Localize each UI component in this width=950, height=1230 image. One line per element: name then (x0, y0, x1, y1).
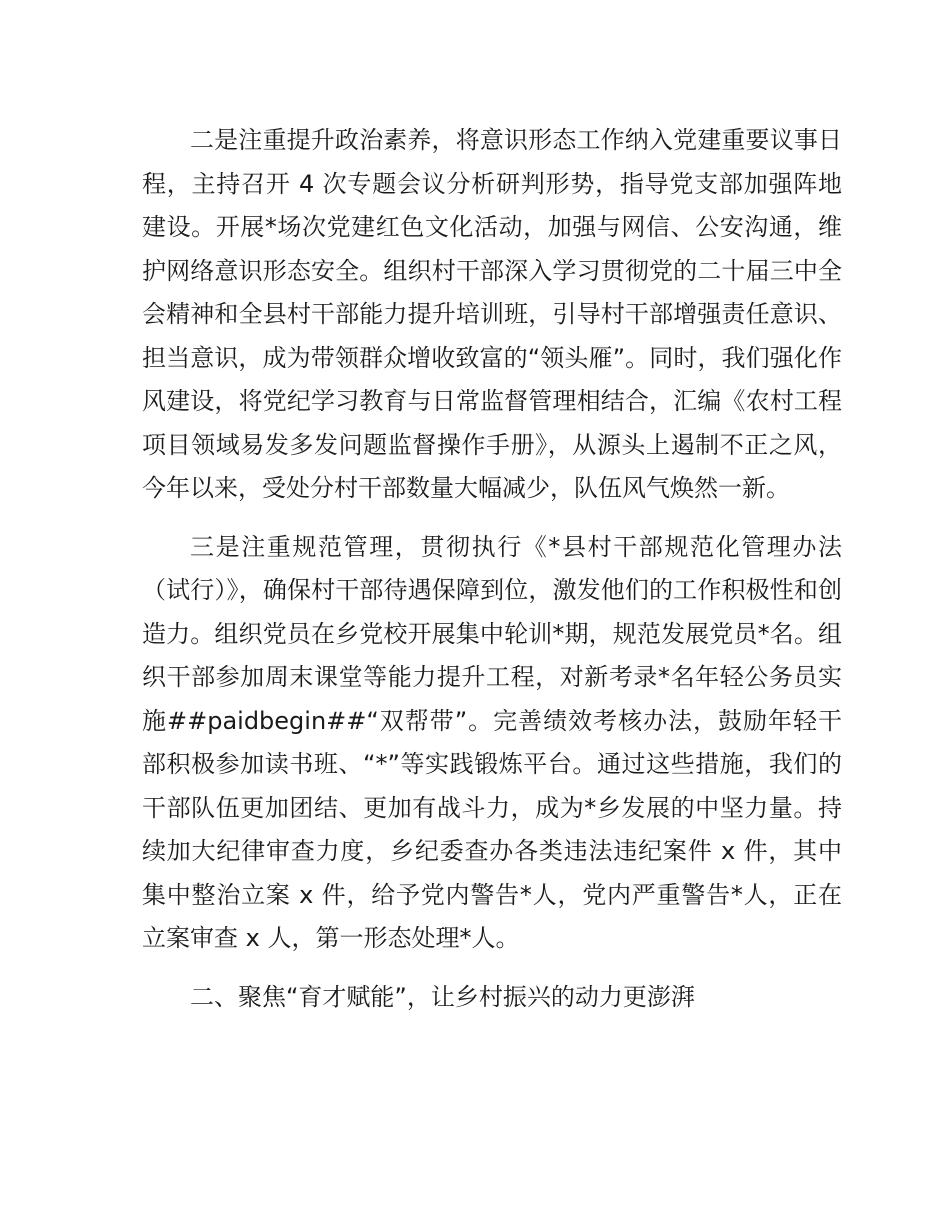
paragraph-standardized-management: 三是注重规范管理，贯彻执行《*县村干部规范化管理办法（试行）》，确保村干部待遇保障到位，激发他们的工作积极性和创造力。组织党员在乡党校开展集中轮训*期，规范发展党员*名。组织干部参加周末课堂等能力提升工程，对新考录*名年轻公务员实施##paidbegin##“双帮带”。完善绩效考核办法，鼓励年轻干部积极参加读书班、“*”等实践锻炼平台。通过这些措施，我们的干部队伍更加团结、更加有战斗力，成为*乡发展的中坚力量。持续加大纪律审查力度，乡纪委查办各类违法违纪案件 x 件，其中集中整治立案 x 件，给予党内警告*人，党内严重警告*人，正在立案审查 x 人，第一形态处理*人。 (142, 532, 842, 952)
document-body (142, 119, 842, 1019)
paragraph-political-literacy: 二是注重提升政治素养，将意识形态工作纳入党建重要议事日程，主持召开 4 次专题会议分析研判形势，指导党支部加强阵地建设。开展*场次党建红色文化活动，加强与网信、公安沟通，维护网络意识形态安全。组织村干部深入学习贯彻党的二十届三中全会精神和全县村干部能力提升培训班，引导村干部增强责任意识、担当意识，成为带领群众增收致富的“领头雁”。同时，我们强化作风建设，将党纪学习教育与日常监督管理相结合，汇编《农村工程项目领域易发多发问题监督操作手册》，从源头上遏制不正之风，今年以来，受处分村干部数量大幅减少，队伍风气焕然一新。 (142, 126, 842, 502)
section-heading: 二、聚焦“育才赋能”，让乡村振兴的动力更澎湃 (190, 982, 695, 1011)
